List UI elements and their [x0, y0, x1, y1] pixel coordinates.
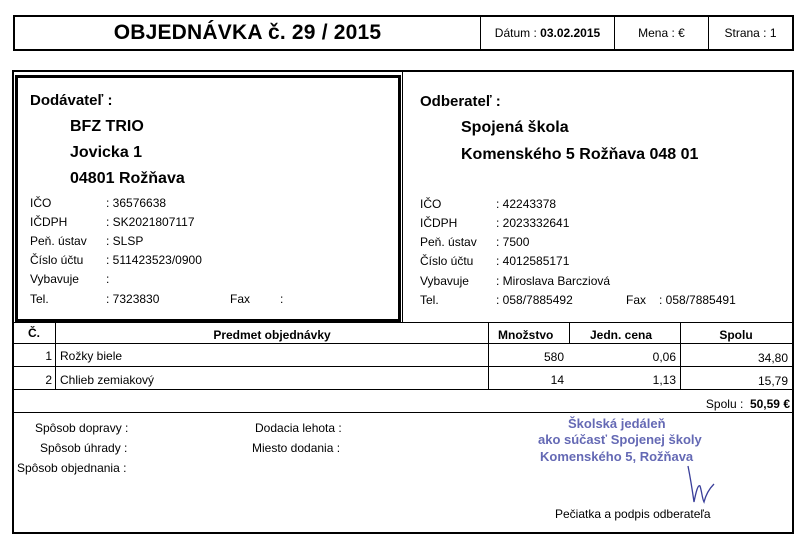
table-sum-line — [13, 412, 793, 413]
row-2-unit-price: 1,13 — [652, 373, 676, 387]
row-1-item: Rožky biele — [60, 349, 123, 363]
supplier-bank-value: : SLSP — [106, 234, 144, 248]
supplier-account-label: Číslo účtu — [30, 253, 84, 267]
supplier-handler-value: : — [106, 272, 110, 286]
transport-method-label: Spôsob dopravy : — [35, 421, 129, 435]
supplier-street: Jovicka 1 — [70, 144, 143, 161]
supplier-name: BFZ TRIO — [70, 118, 144, 135]
supplier-tel-value: : 7323830 — [106, 292, 160, 306]
customer-account-value: : 4012585171 — [496, 254, 570, 268]
page-cell: Strana : 1 — [708, 17, 792, 49]
row-1-unit-price: 0,06 — [652, 350, 676, 364]
delivery-place-label: Miesto dodania : — [252, 441, 341, 455]
supplier-icdph-value: : SK2021807117 — [106, 215, 195, 229]
customer-bank-value: : 7500 — [496, 235, 530, 249]
row-1-qty: 580 — [543, 350, 564, 364]
signature-caption: Pečiatka a podpis odberateľa — [555, 507, 711, 521]
customer-tel-value: : 058/7885492 — [496, 293, 573, 307]
supplier-city: 04801 Rožňava — [70, 170, 185, 187]
sum-value: 50,59 € — [749, 397, 790, 411]
customer-address: Komenského 5 Rožňava 048 01 — [461, 146, 699, 163]
customer-name: Spojená škola — [461, 119, 569, 136]
signature-icon — [680, 462, 720, 508]
customer-icdph-value: : 2023332641 — [496, 216, 570, 230]
row-1-total: 34,80 — [757, 351, 788, 365]
customer-bank-label: Peň. ústav — [420, 235, 477, 249]
sum-label: Spolu : — [705, 397, 744, 411]
stamp-line-3: Komenského 5, Rožňava — [540, 449, 694, 464]
table-col-line — [488, 322, 489, 390]
row-1-number: 1 — [45, 349, 52, 363]
stamp-line-2: ako súčasť Spojenej školy — [538, 432, 702, 447]
section-divider — [13, 322, 793, 323]
customer-account-label: Číslo účtu — [420, 254, 474, 268]
payment-method-label: Spôsob úhrady : — [40, 441, 128, 455]
customer-fax-value: : 058/7885491 — [659, 293, 736, 307]
row-2-total: 15,79 — [757, 374, 788, 388]
customer-title: Odberateľ : — [420, 93, 501, 110]
delivery-time-label: Dodacia lehota : — [255, 421, 342, 435]
order-sum — [680, 397, 790, 411]
customer-handler-label: Vybavuje — [420, 274, 469, 288]
order-method-label: Spôsob objednania : — [17, 461, 127, 475]
supplier-tel-label: Tel. — [30, 292, 49, 306]
col-header-qty: Množstvo — [498, 328, 554, 342]
order-title: OBJEDNÁVKA č. 29 / 2015 — [113, 21, 382, 44]
table-header-line — [13, 343, 793, 344]
supplier-ico-value: : 36576638 — [106, 196, 167, 210]
supplier-title: Dodávateľ : — [30, 92, 113, 109]
date-cell — [480, 17, 614, 49]
order-header — [13, 15, 794, 51]
customer-fax-label: Fax — [626, 293, 647, 307]
col-header-total: Spolu — [719, 328, 753, 342]
customer-icdph-label: IČDPH — [420, 216, 458, 230]
supplier-fax-value: : — [280, 292, 284, 306]
customer-handler-value: : Miroslava Barcziová — [496, 274, 611, 288]
supplier-fax-label: Fax — [230, 292, 251, 306]
row-2-number: 2 — [45, 373, 52, 387]
supplier-bank-label: Peň. ústav — [30, 234, 87, 248]
currency-cell: Mena : € — [614, 17, 708, 49]
table-col-line — [569, 322, 570, 343]
customer-ico-value: : 42243378 — [496, 197, 557, 211]
party-divider — [402, 72, 403, 322]
supplier-icdph-label: IČDPH — [30, 215, 68, 229]
supplier-handler-label: Vybavuje — [30, 272, 79, 286]
date-label: Dátum : — [494, 26, 537, 40]
table-row-line — [13, 389, 793, 390]
date-value: 03.02.2015 — [540, 26, 601, 40]
table-row-line — [13, 366, 793, 367]
supplier-ico-label: IČO — [30, 196, 52, 210]
stamp-line-1: Školská jedáleň — [568, 416, 666, 431]
col-header-number: Č. — [28, 326, 40, 340]
col-header-item: Predmet objednávky — [213, 328, 331, 342]
row-2-qty: 14 — [550, 373, 564, 387]
customer-tel-label: Tel. — [420, 293, 439, 307]
col-header-unit-price: Jedn. cena — [590, 328, 653, 342]
customer-ico-label: IČO — [420, 197, 442, 211]
row-2-item: Chlieb zemiakový — [60, 373, 155, 387]
supplier-account-value: : 511423523/0900 — [106, 253, 202, 267]
